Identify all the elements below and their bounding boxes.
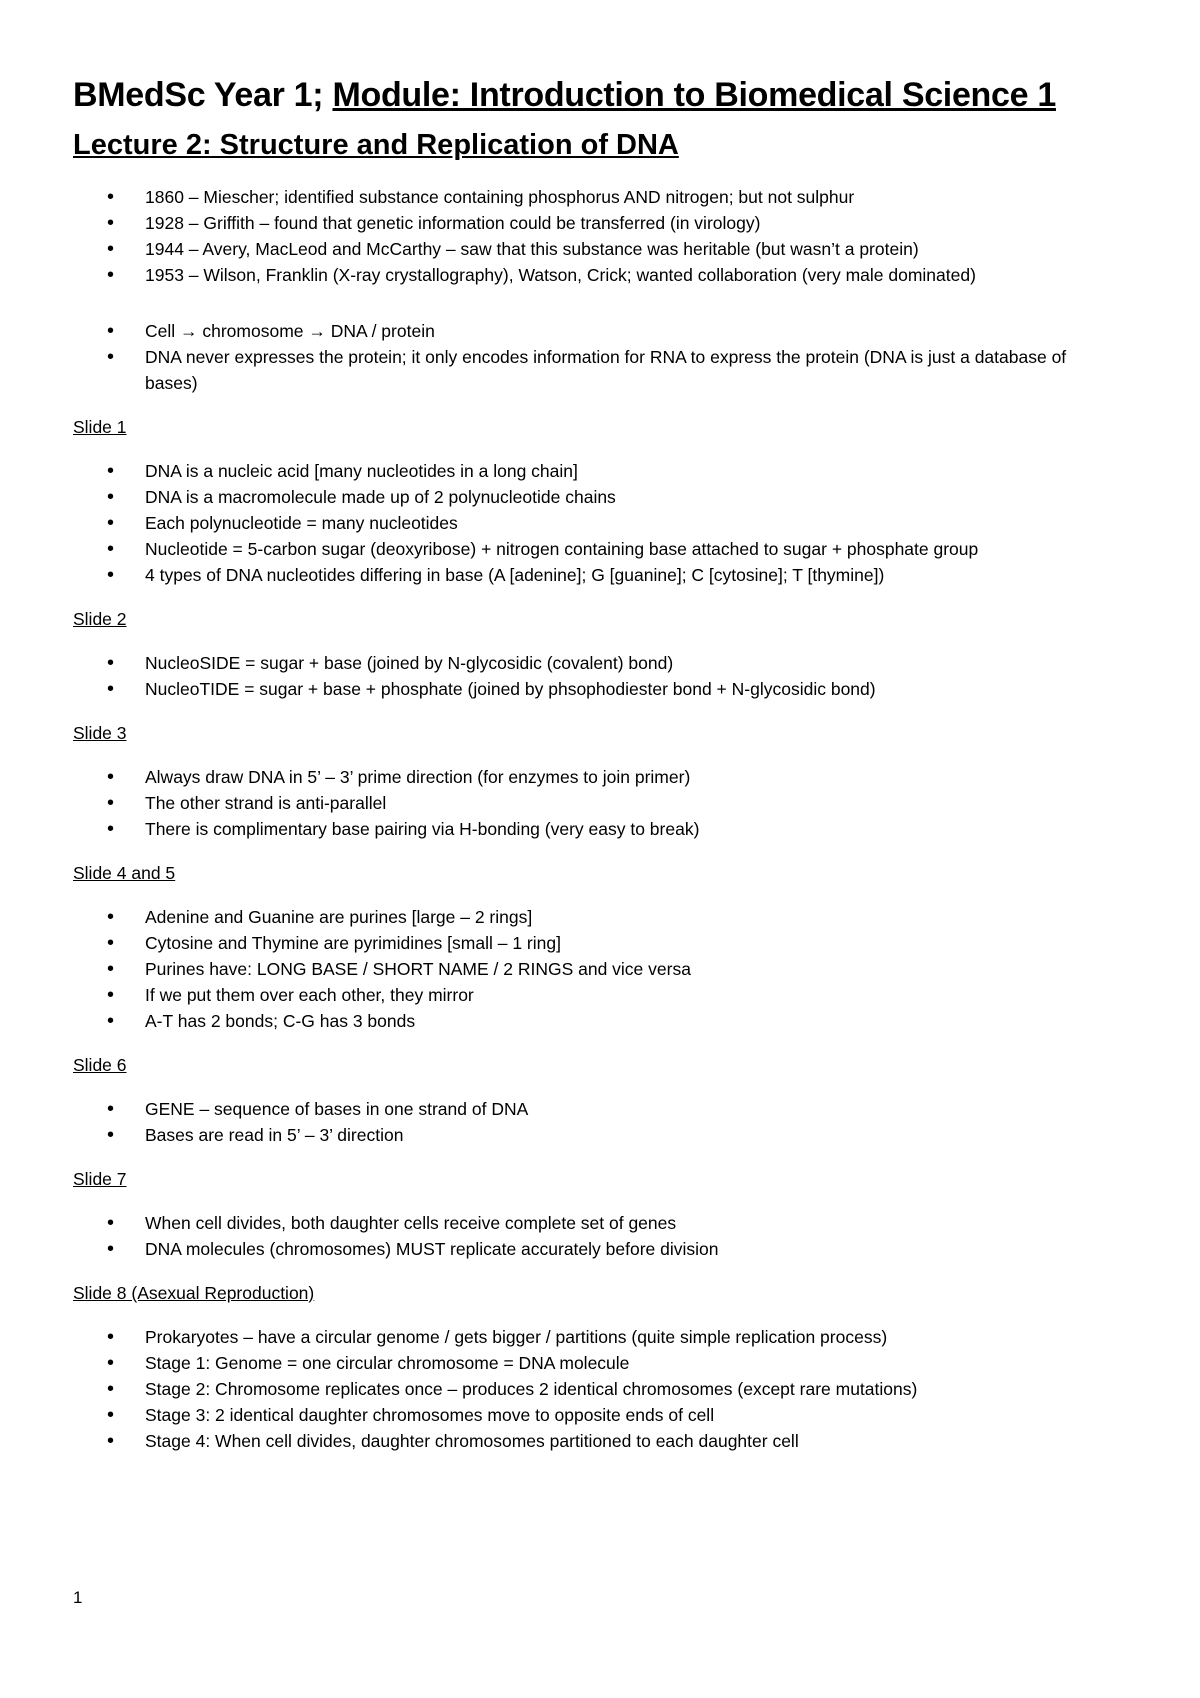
list-item: • 1953 – Wilson, Franklin (X-ray crystallography), Watson, Crick; wanted collaboration (very male dominated)	[73, 262, 1120, 288]
list-item: • 1860 – Miescher; identified substance containing phosphorus AND nitrogen; but not sulphur	[73, 184, 1120, 210]
list-item: • A-T has 2 bonds; C-G has 3 bonds	[73, 1008, 1120, 1034]
list-item: • Always draw DNA in 5’ – 3’ prime direction (for enzymes to join primer)	[73, 764, 1120, 790]
section-heading: Slide 2	[73, 609, 127, 629]
list-item: • DNA molecules (chromosomes) MUST replicate accurately before division	[73, 1236, 1120, 1262]
intro-list	[73, 318, 1120, 396]
list-item: • 1944 – Avery, MacLeod and McCarthy – saw that this substance was heritable (but wasn’t a protein)	[73, 236, 1120, 262]
list-item: • Purines have: LONG BASE / SHORT NAME / 2 RINGS and vice versa	[73, 956, 1120, 982]
section-list	[73, 650, 1120, 702]
list-item: • Cytosine and Thymine are pyrimidines [small – 1 ring]	[73, 930, 1120, 956]
list-item: • Prokaryotes – have a circular genome / gets bigger / partitions (quite simple replication process)	[73, 1324, 1120, 1350]
section-heading: Slide 3	[73, 723, 127, 743]
list-item: • When cell divides, both daughter cells receive complete set of genes	[73, 1210, 1120, 1236]
list-item: • Each polynucleotide = many nucleotides	[73, 510, 1120, 536]
list-item: • NucleoTIDE = sugar + base + phosphate (joined by phsophodiester bond + N-glycosidic bond)	[73, 676, 1120, 702]
list-item: • Bases are read in 5’ – 3’ direction	[73, 1122, 1120, 1148]
list-item: • NucleoSIDE = sugar + base (joined by N-glycosidic (covalent) bond)	[73, 650, 1120, 676]
list-item: • DNA is a macromolecule made up of 2 polynucleotide chains	[73, 484, 1120, 510]
list-item: • Cell → chromosome → DNA / protein	[73, 318, 1120, 344]
section-heading: Slide 7	[73, 1169, 127, 1189]
page-number: 1	[73, 1588, 83, 1607]
section-list	[73, 1324, 1120, 1454]
section-heading: Slide 8 (Asexual Reproduction)	[73, 1283, 315, 1303]
section-list	[73, 764, 1120, 842]
list-item: • 1928 – Griffith – found that genetic information could be transferred (in virology)	[73, 210, 1120, 236]
document-title	[73, 76, 1120, 115]
list-item: • DNA never expresses the protein; it only encodes information for RNA to express the protein (DNA is just a database of bases)	[73, 344, 1120, 396]
section-list	[73, 458, 1120, 588]
section-list	[73, 904, 1120, 1034]
list-item: • Nucleotide = 5-carbon sugar (deoxyribose) + nitrogen containing base attached to sugar + phosphate group	[73, 536, 1120, 562]
section-heading: Slide 4 and 5	[73, 863, 176, 883]
list-item: • If we put them over each other, they mirror	[73, 982, 1120, 1008]
section-heading: Slide 6	[73, 1055, 127, 1075]
list-item: • Stage 2: Chromosome replicates once – produces 2 identical chromosomes (except rare mutations)	[73, 1376, 1120, 1402]
title-module: Module: Introduction to Biomedical Science 1	[332, 76, 1056, 114]
section-list	[73, 1210, 1120, 1262]
list-item: • Stage 3: 2 identical daughter chromosomes move to opposite ends of cell	[73, 1402, 1120, 1428]
history-list	[73, 184, 1120, 288]
list-item: • Stage 4: When cell divides, daughter chromosomes partitioned to each daughter cell	[73, 1428, 1120, 1454]
list-item: • The other strand is anti-parallel	[73, 790, 1120, 816]
section-list	[73, 1096, 1120, 1148]
list-item: • GENE – sequence of bases in one strand of DNA	[73, 1096, 1120, 1122]
list-item: • There is complimentary base pairing via H-bonding (very easy to break)	[73, 816, 1120, 842]
section-heading: Slide 1	[73, 417, 127, 437]
spacer	[73, 288, 1120, 318]
list-item: • Adenine and Guanine are purines [large – 2 rings]	[73, 904, 1120, 930]
list-item: • DNA is a nucleic acid [many nucleotides in a long chain]	[73, 458, 1120, 484]
list-item: • 4 types of DNA nucleotides differing in base (A [adenine]; G [guanine]; C [cytosine]; T [thymine])	[73, 562, 1120, 588]
title-prefix: BMedSc Year 1;	[73, 76, 333, 114]
lecture-title: Lecture 2: Structure and Replication of DNA	[73, 129, 679, 161]
list-item: • Stage 1: Genome = one circular chromosome = DNA molecule	[73, 1350, 1120, 1376]
